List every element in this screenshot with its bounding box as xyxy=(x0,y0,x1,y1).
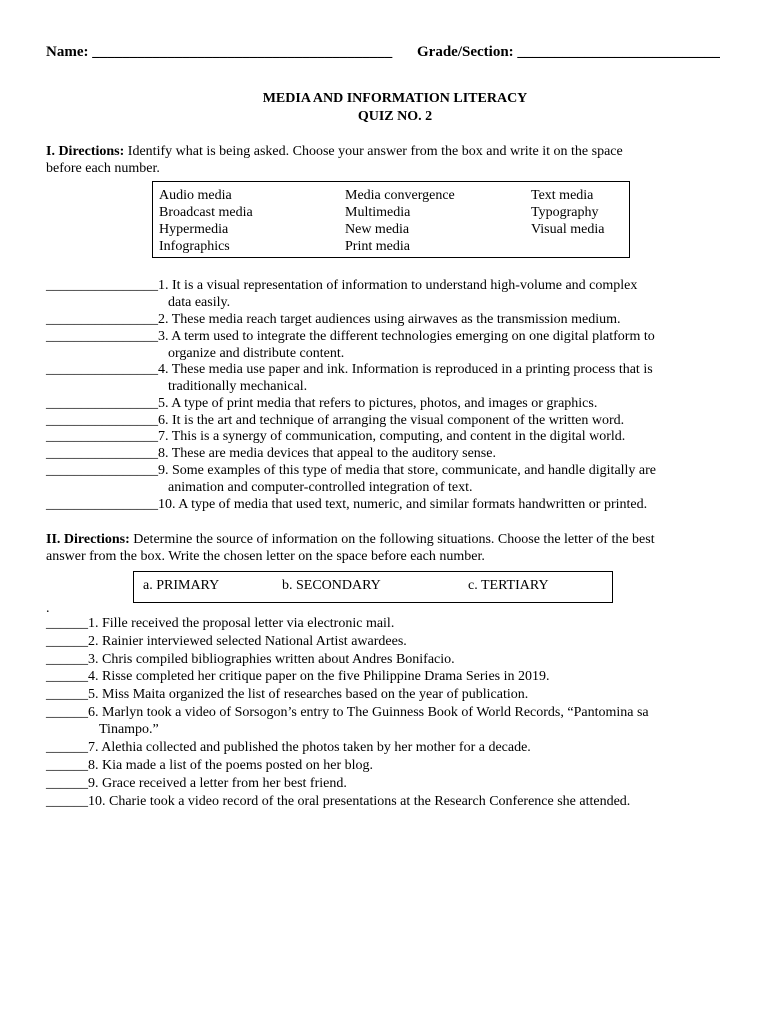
part2-directions-label: II. Directions: xyxy=(46,532,130,547)
part2-question-1 xyxy=(46,615,736,632)
page-title: MEDIA AND INFORMATION LITERACY xyxy=(262,91,528,106)
part2-question-4 xyxy=(46,668,736,685)
answer-blank[interactable]: ______ xyxy=(46,758,88,773)
question-text: 6. It is the art and technique of arranging the visual component of the written word. xyxy=(158,413,625,428)
choice-item: Infographics xyxy=(159,239,230,254)
part1-question-10 xyxy=(46,496,736,513)
part2-question-3 xyxy=(46,651,736,668)
part2-question-8 xyxy=(46,757,736,774)
part2-question-7 xyxy=(46,739,736,756)
choice-item: Text media xyxy=(531,188,594,203)
part2-question-10 xyxy=(46,793,736,810)
question-text: 7. This is a synergy of communication, computing, and content in the digital world. xyxy=(158,429,626,444)
part1-question-2 xyxy=(46,311,736,328)
choice-item: Audio media xyxy=(159,188,232,203)
part1-question-6 xyxy=(46,412,736,429)
part2-directions-line2: answer from the box. Write the chosen letter on the space before each number. xyxy=(46,549,485,564)
answer-blank[interactable]: ______ xyxy=(46,705,88,720)
choice-primary: a. PRIMARY xyxy=(143,578,220,593)
part2-choice-box xyxy=(133,571,613,603)
answer-blank[interactable]: ________________ xyxy=(46,497,158,512)
answer-blank[interactable]: ______ xyxy=(46,669,88,684)
quiz-number: QUIZ NO. 2 xyxy=(357,109,433,124)
choice-item: Typography xyxy=(531,205,599,220)
question-text: 6. Marlyn took a video of Sorsogon’s entry to The Guinness Book of World Records, “Pantomina sa xyxy=(88,705,649,720)
answer-blank[interactable]: ________________ xyxy=(46,396,158,411)
choice-column xyxy=(159,187,253,255)
part1-question-3 xyxy=(46,328,736,345)
part2-directions xyxy=(46,531,726,548)
part1-directions-label: I. Directions: xyxy=(46,144,125,159)
grade-section-line: ___________________________ xyxy=(517,44,720,60)
name-line: ________________________________________ xyxy=(92,44,393,60)
part1-directions-text: Identify what is being asked. Choose your answer from the box and write it on the space xyxy=(124,144,623,159)
grade-section-field xyxy=(417,44,720,61)
answer-blank[interactable]: ______ xyxy=(46,740,88,755)
question-text: 1. It is a visual representation of information to understand high-volume and complex xyxy=(158,278,638,293)
part1-question-8 xyxy=(46,445,736,462)
question-continuation: organize and distribute content. xyxy=(168,346,345,361)
part2-directions-text: Determine the source of information on the following situations. Choose the letter of the best xyxy=(129,532,655,547)
grade-section-label: Grade/Section: xyxy=(417,44,514,60)
answer-blank[interactable]: ______ xyxy=(46,776,88,791)
answer-blank[interactable]: ________________ xyxy=(46,312,158,327)
question-continuation: data easily. xyxy=(168,295,231,310)
part2-question-6 xyxy=(46,704,736,721)
answer-blank[interactable]: ______ xyxy=(46,616,88,631)
stray-mark: . xyxy=(46,601,50,616)
part2-question-2 xyxy=(46,633,736,650)
question-text: 9. Some examples of this type of media that store, communicate, and handle digitally are xyxy=(158,463,657,478)
answer-blank[interactable]: ________________ xyxy=(46,429,158,444)
question-text: 2. These media reach target audiences using airwaves as the transmission medium. xyxy=(158,312,621,327)
choice-item: Broadcast media xyxy=(159,205,253,220)
name-label: Name: xyxy=(46,44,89,60)
answer-blank[interactable]: ________________ xyxy=(46,413,158,428)
choice-item: Visual media xyxy=(531,222,605,237)
answer-blank[interactable]: ________________ xyxy=(46,463,158,478)
choice-item: Print media xyxy=(345,239,410,254)
part1-question-4 xyxy=(46,361,736,378)
question-text: 3. Chris compiled bibliographies written about Andres Bonifacio. xyxy=(88,652,455,667)
question-continuation: animation and computer-controlled integration of text. xyxy=(168,480,473,495)
question-text: 9. Grace received a letter from her best friend. xyxy=(88,776,347,791)
part1-choice-box xyxy=(152,181,630,258)
question-text: 10. Charie took a video record of the oral presentations at the Research Conference she attended. xyxy=(88,794,631,809)
question-text: 4. Risse completed her critique paper on the five Philippine Drama Series in 2019. xyxy=(88,669,550,684)
question-text: 8. Kia made a list of the poems posted on her blog. xyxy=(88,758,373,773)
part1-directions-line2: before each number. xyxy=(46,161,160,176)
answer-blank[interactable]: ______ xyxy=(46,794,88,809)
answer-blank[interactable]: ________________ xyxy=(46,446,158,461)
question-text: 2. Rainier interviewed selected National Artist awardees. xyxy=(88,634,407,649)
part1-question-1 xyxy=(46,277,736,294)
question-text: 10. A type of media that used text, numeric, and similar formats handwritten or printed. xyxy=(158,497,648,512)
question-text: 5. A type of print media that refers to pictures, photos, and images or graphics. xyxy=(158,396,598,411)
part2-question-9 xyxy=(46,775,736,792)
answer-blank[interactable]: ______ xyxy=(46,634,88,649)
name-field xyxy=(46,44,392,61)
question-text: 3. A term used to integrate the different technologies emerging on one digital platform to xyxy=(158,329,655,344)
question-text: 7. Alethia collected and published the photos taken by her mother for a decade. xyxy=(88,740,531,755)
question-text: 4. These media use paper and ink. Information is reproduced in a printing process that is xyxy=(158,362,653,377)
answer-blank[interactable]: ______ xyxy=(46,652,88,667)
part2-question-5 xyxy=(46,686,736,703)
choice-item: Media convergence xyxy=(345,188,455,203)
choice-column xyxy=(531,187,604,238)
answer-blank[interactable]: ________________ xyxy=(46,278,158,293)
part1-directions xyxy=(46,143,726,160)
answer-blank[interactable]: ______ xyxy=(46,687,88,702)
question-text: 1. Fille received the proposal letter via electronic mail. xyxy=(88,616,395,631)
part1-question-9 xyxy=(46,462,736,479)
choice-secondary: b. SECONDARY xyxy=(282,578,381,593)
answer-blank[interactable]: ________________ xyxy=(46,362,158,377)
choice-column xyxy=(345,187,455,255)
question-continuation: Tinampo.” xyxy=(99,722,159,737)
answer-blank[interactable]: ________________ xyxy=(46,329,158,344)
choice-item: New media xyxy=(345,222,410,237)
part1-question-7 xyxy=(46,428,736,445)
choice-item: Multimedia xyxy=(345,205,411,220)
question-text: 8. These are media devices that appeal to the auditory sense. xyxy=(158,446,496,461)
question-continuation: traditionally mechanical. xyxy=(168,379,308,394)
question-text: 5. Miss Maita organized the list of researches based on the year of publication. xyxy=(88,687,529,702)
choice-tertiary: c. TERTIARY xyxy=(468,578,549,593)
choice-item: Hypermedia xyxy=(159,222,229,237)
part1-question-5 xyxy=(46,395,736,412)
